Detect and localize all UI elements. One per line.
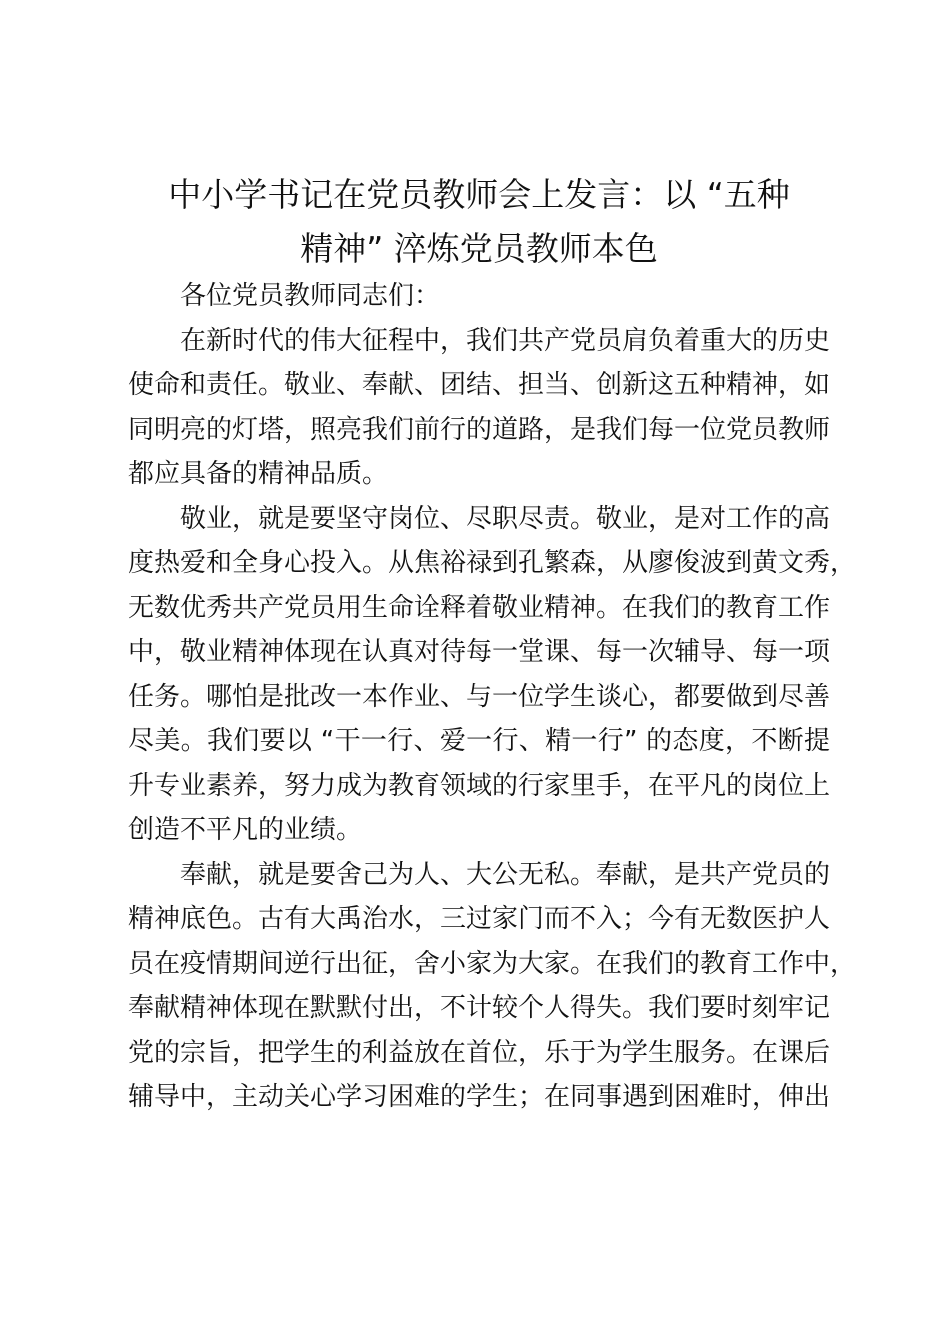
body-line: 任务。哪怕是批改一本作业、与一位学生谈心，都要做到尽善 [128, 681, 831, 712]
document-body [128, 274, 857, 1120]
body-line: 度热爱和全身心投入。从焦裕禄到孔繁森，从廖俊波到黄文秀， [128, 548, 857, 578]
body-line: 中，敬业精神体现在认真对待每一堂课、每一次辅导、每一项 [128, 637, 831, 667]
body-line: 尽美。我们要以 “干一行、爱一行、精一行” 的态度，不断提 [128, 726, 830, 756]
body-line: 辅导中，主动关心学习困难的学生；在同事遇到困难时，伸出 [128, 1082, 831, 1112]
body-line: 员在疫情期间逆行出征，舍小家为大家。在我们的教育工作中， [128, 948, 857, 979]
title-line-1: 中小学书记在党员教师会上发言：以 “五种 [168, 175, 790, 214]
body-line: 在新时代的伟大征程中，我们共产党员肩负着重大的历史 [180, 325, 831, 356]
body-line: 各位党员教师同志们： [180, 281, 441, 311]
body-line: 敬业，就是要坚守岗位、尽职尽责。敬业，是对工作的高 [180, 503, 831, 534]
body-line: 精神底色。古有大禹治水，三过家门而不入；今有无数医护人 [128, 904, 831, 934]
body-line: 同明亮的灯塔，照亮我们前行的道路，是我们每一位党员教师 [128, 414, 831, 445]
body-line: 都应具备的精神品质。 [128, 459, 389, 489]
body-line: 奉献精神体现在默默付出，不计较个人得失。我们要时刻牢记 [128, 993, 831, 1023]
document-title [128, 168, 830, 276]
body-line: 使命和责任。敬业、奉献、团结、担当、创新这五种精神，如 [128, 370, 831, 400]
body-line: 无数优秀共产党员用生命诠释着敬业精神。在我们的教育工作 [128, 592, 831, 623]
body-line: 党的宗旨，把学生的利益放在首位，乐于为学生服务。在课后 [128, 1037, 831, 1068]
body-line: 奉献，就是要舍己为人、大公无私。奉献，是共产党员的 [180, 859, 831, 890]
title-line-2: 精神” 淬炼党员教师本色 [300, 229, 658, 268]
body-line: 升专业素养，努力成为教育领域的行家里手，在平凡的岗位上 [128, 770, 831, 801]
body-line: 创造不平凡的业绩。 [128, 815, 363, 845]
